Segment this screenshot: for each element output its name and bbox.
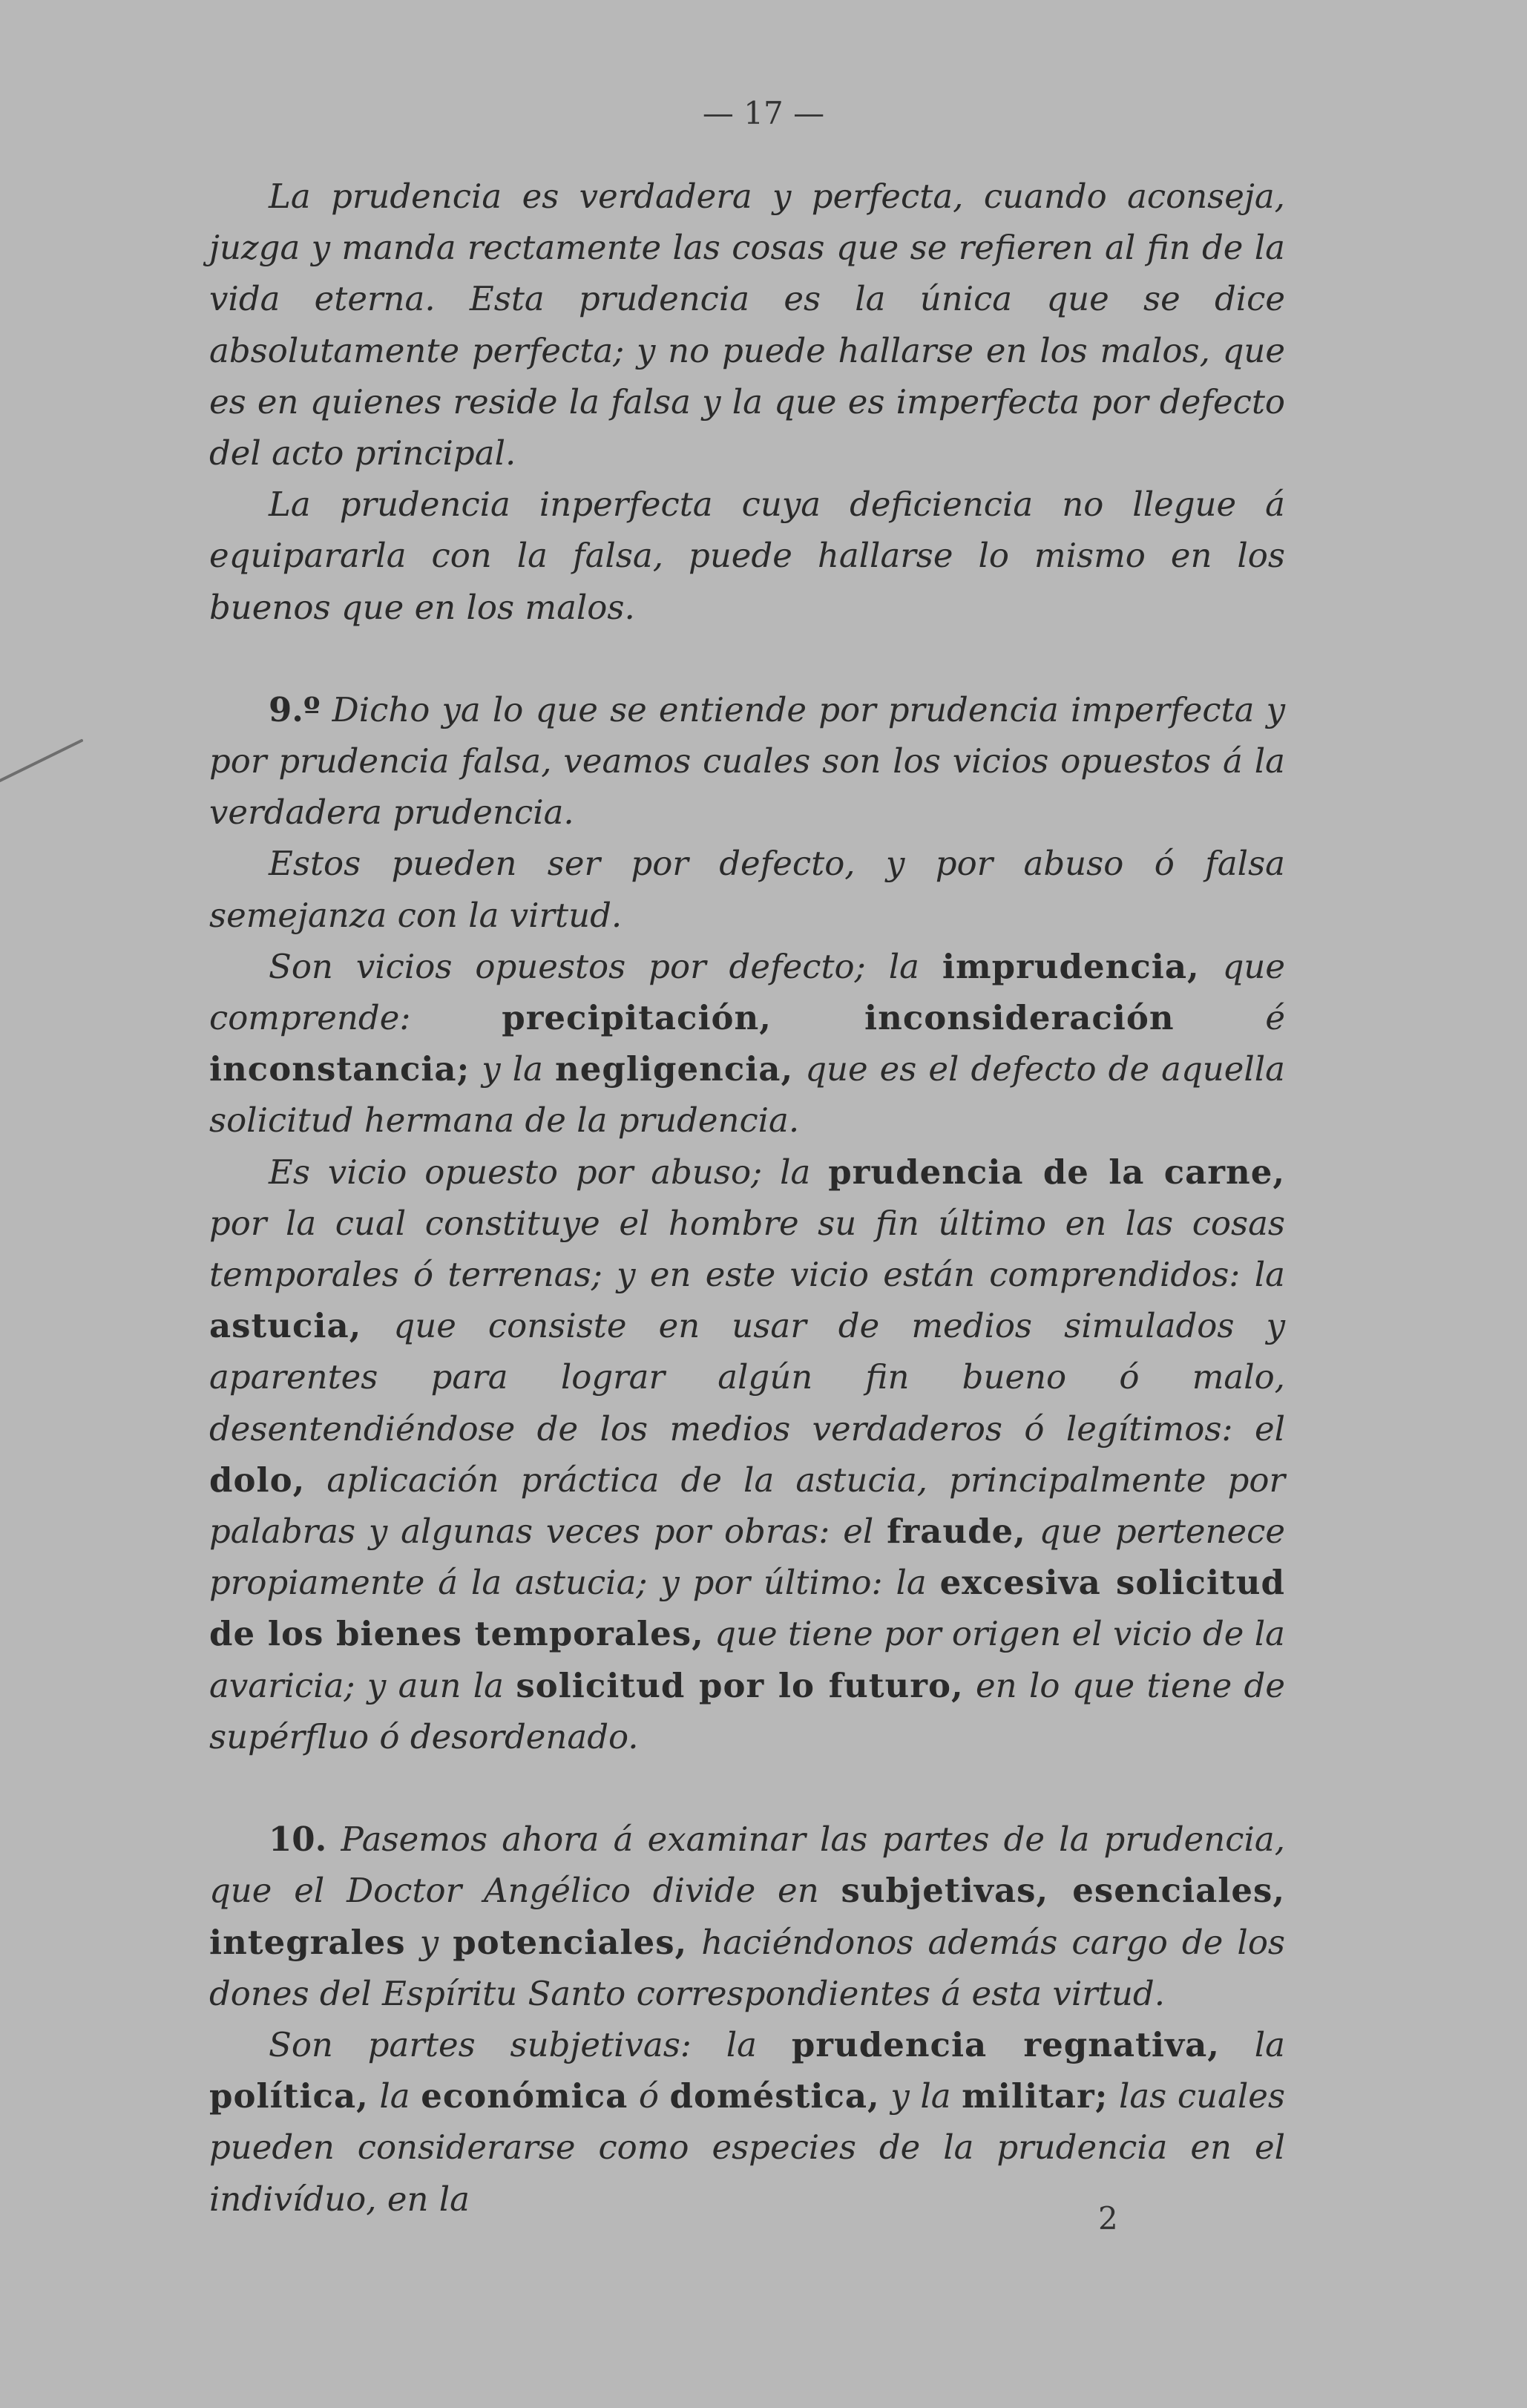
bold-term: prudencia de la carne, — [828, 1152, 1285, 1192]
section-9-paragraph-4 — [209, 1146, 1285, 1762]
text-run: por la cual constituye el hombre su fin último en las cosas temporales ó terrenas; y en este vicio están comprendidos: la — [209, 1203, 1285, 1295]
text-run: ó — [628, 2076, 670, 2116]
text-run: que consiste en usar de medios simulados y aparentes para lograr algún fin bueno ó malo, desentendiéndose de los medios verdaderos ó legítimos: el — [209, 1306, 1285, 1449]
bold-term: subjetivas, esenciales, integrales — [209, 1871, 1285, 1962]
text-run: y la — [879, 2076, 962, 2116]
bold-term: dolo, — [209, 1460, 306, 1500]
paragraph-prudence-perfect: La prudencia es verdadera y perfecta, cuando aconseja, juzga y manda rectamente las cosas que se refieren al fin de la vida eterna. Esta prudencia es la única que se dice absolutamente perfecta; y no puede hallarse en los malos, que es en quienes reside la falsa y la que es imperfecta por defecto del acto principal. — [209, 177, 1285, 473]
bold-term: política, — [209, 2076, 369, 2116]
section-9-paragraph-2: Estos pueden ser por defecto, y por abuso ó falsa semejanza con la virtud. — [209, 844, 1285, 935]
text-run: la — [368, 2076, 421, 2116]
bold-term: excesiva solicitud de los bienes temporales, — [209, 1563, 1285, 1654]
bold-term: económica — [421, 2076, 628, 2116]
bold-term: astucia, — [209, 1306, 362, 1346]
text-run: Son partes subjetivas: la — [269, 2024, 792, 2064]
text-run: que es el defecto de aquella solicitud hermana de la prudencia. — [209, 1049, 1285, 1141]
text-run: Es vicio opuesto por abuso; la — [269, 1152, 829, 1192]
text-run: que comprende: — [209, 946, 1285, 1038]
text-run: Pasemos ahora á examinar las partes de la prudencia, que el Doctor Angélico divide en — [209, 1820, 1285, 1911]
text-run: y la — [470, 1049, 555, 1089]
bold-term: inconstancia; — [209, 1049, 470, 1089]
text-run: la — [1219, 2024, 1285, 2064]
bold-term: militar; — [962, 2076, 1109, 2116]
signature-mark: 2 — [1098, 2200, 1118, 2237]
text-run: Son vicios opuestos por defecto; la — [269, 946, 942, 986]
bold-term: fraude, — [887, 1512, 1026, 1552]
bold-term: potenciales, — [453, 1922, 688, 1962]
section-10-intro — [209, 1814, 1285, 2019]
pencil-stroke-mark — [0, 735, 89, 787]
text-run: las cuales pueden considerarse como especies de la prudencia en el indivíduo, en la — [209, 2076, 1285, 2219]
section-9-number: 9.º — [269, 689, 321, 729]
text-run: que pertenece propiamente á la astucia; y por último: la — [209, 1512, 1286, 1603]
section-9-paragraph-3 — [209, 941, 1285, 1146]
section-9-intro — [209, 684, 1285, 839]
page-number-header: — 17 — — [702, 95, 825, 131]
bold-term: prudencia regnativa, — [791, 2024, 1220, 2064]
text-run: en lo que tiene de supérfluo ó desordenado. — [209, 1665, 1285, 1756]
section-10-number: 10. — [269, 1820, 327, 1860]
body-text — [209, 171, 1285, 2225]
text-run: haciéndonos además cargo de los dones del Espíritu Santo correspondientes á esta virtud. — [209, 1922, 1286, 2013]
section-9-p1-text: Dicho ya lo que se entiende por prudencia imperfecta y por prudencia falsa, veamos cuales son los vicios opuestos á la verdadera prudencia. — [209, 689, 1285, 833]
bold-term: negligencia, — [555, 1049, 794, 1089]
text-run: que tiene por origen el vicio de la avaricia; y aun la — [209, 1614, 1286, 1705]
bold-term: imprudencia, — [942, 946, 1200, 986]
bold-term: solicitud por lo futuro, — [516, 1665, 964, 1705]
text-run: y — [405, 1922, 453, 1962]
section-10-paragraph-2 — [209, 2019, 1285, 2225]
paragraph-prudence-imperfect: La prudencia inperfecta cuya deficiencia no llegue á equipararla con la falsa, puede hallarse lo mismo en los buenos que en los malos. — [209, 485, 1285, 627]
bold-term: precipitación, inconsideración — [502, 998, 1175, 1038]
bold-term: doméstica, — [669, 2076, 880, 2116]
text-run: aplicación práctica de la astucia, principalmente por palabras y algunas veces por obras: el — [209, 1460, 1285, 1552]
text-run: é — [1174, 998, 1285, 1038]
